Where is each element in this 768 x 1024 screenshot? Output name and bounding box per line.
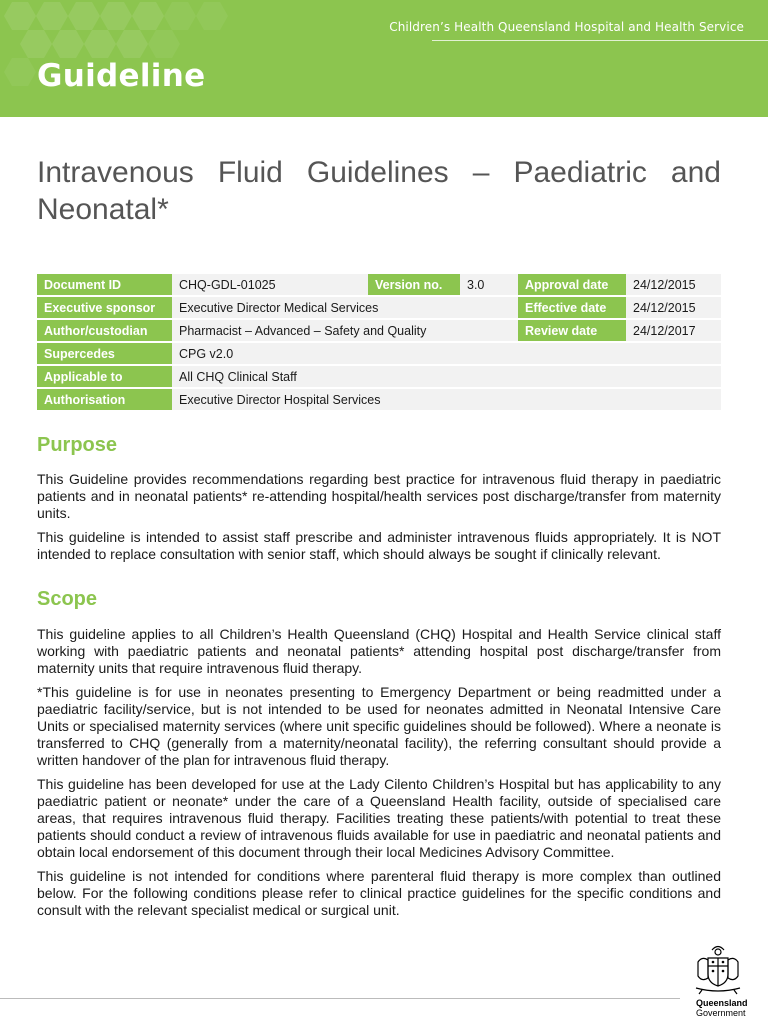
footer-divider [0,998,680,999]
purpose-heading: Purpose [37,434,118,456]
scope-paragraph: *This guideline is for use in neonates presenting to Emergency Department or being readmitted under a paediatric facility/service, but is not intended to be used for neonates admitted in Neonatal Intensive Care Units or specialised maternity services (where unit specific guidelines should be followed). Where a neonate is transferred to CHQ (generally from a maternity/neonatal facility), the referring consultant should provide a written handover of the plan for intravenous fluid therapy. [37,684,721,768]
organisation-name: Children’s Health Queensland Hospital and Health Service [389,20,744,34]
supercedes-label: Supercedes [37,343,172,364]
applicable-to-label: Applicable to [37,366,172,387]
table-row [37,274,721,295]
purpose-section [37,434,721,570]
effective-date-value: 24/12/2015 [626,297,721,318]
scope-section [37,588,721,926]
table-row [37,343,721,364]
document-type: Guideline [37,58,206,94]
header-divider [432,40,768,41]
purpose-paragraph: This guideline is intended to assist staff prescribe and administer intravenous fluids appropriately. It is NOT intended to replace consultation with senior staff, which should always be sought if clinically relevant. [37,529,721,562]
queensland-government-label [696,998,748,1018]
document-title: Intravenous Fluid Guidelines – Paediatric and Neonatal* [37,156,721,226]
table-row [37,297,721,318]
version-label: Version no. [368,274,460,295]
applicable-to-value: All CHQ Clinical Staff [172,366,721,387]
version-value: 3.0 [460,274,518,295]
effective-date-label: Effective date [518,297,626,318]
government-name: Queensland [696,998,748,1008]
purpose-paragraph: This Guideline provides recommendations regarding best practice for intravenous fluid therapy in paediatric patients and in neonatal patients* re-attending hospital/health services post discharge/transfer from maternity units. [37,471,721,521]
scope-paragraph: This guideline is not intended for conditions where parenteral fluid therapy is more complex than outlined below. For the following conditions please refer to clinical practice guidelines for the specific conditions and consult with the relevant specialist medical or surgical unit. [37,868,721,918]
supercedes-value: CPG v2.0 [172,343,721,364]
header-banner [0,0,768,117]
executive-sponsor-label: Executive sponsor [37,297,172,318]
government-subtitle: Government [696,1008,746,1018]
scope-paragraph: This guideline has been developed for use at the Lady Cilento Children’s Hospital but has applicability to any paediatric patient or neonate* under the care of a Queensland Health facility, outside of specialised care areas, that requires intravenous fluid therapy. Facilities treating these patients/with potential to treat these patients should conduct a review of intravenous fluids available for use in paediatric and neonatal patients and obtain local endorsement of this document through their local Medicines Advisory Committee. [37,776,721,860]
table-row [37,389,721,410]
author-label: Author/custodian [37,320,172,341]
review-date-label: Review date [518,320,626,341]
author-value: Pharmacist – Advanced – Safety and Quality [172,320,518,341]
approval-date-value: 24/12/2015 [626,274,721,295]
review-date-value: 24/12/2017 [626,320,721,341]
document-metadata-table [37,272,721,412]
table-row [37,320,721,341]
table-row [37,366,721,387]
authorisation-label: Authorisation [37,389,172,410]
approval-date-label: Approval date [518,274,626,295]
document-id-value: CHQ-GDL-01025 [172,274,368,295]
scope-heading: Scope [37,588,98,610]
executive-sponsor-value: Executive Director Medical Services [172,297,518,318]
queensland-coat-of-arms-icon [690,940,746,996]
document-id-label: Document ID [37,274,172,295]
scope-paragraph: This guideline applies to all Children’s Health Queensland (CHQ) Hospital and Health Service clinical staff working with paediatric patients and neonatal patients* attending hospital post discharge/transfer from maternity units that require intravenous fluid therapy. [37,626,721,676]
authorisation-value: Executive Director Hospital Services [172,389,721,410]
